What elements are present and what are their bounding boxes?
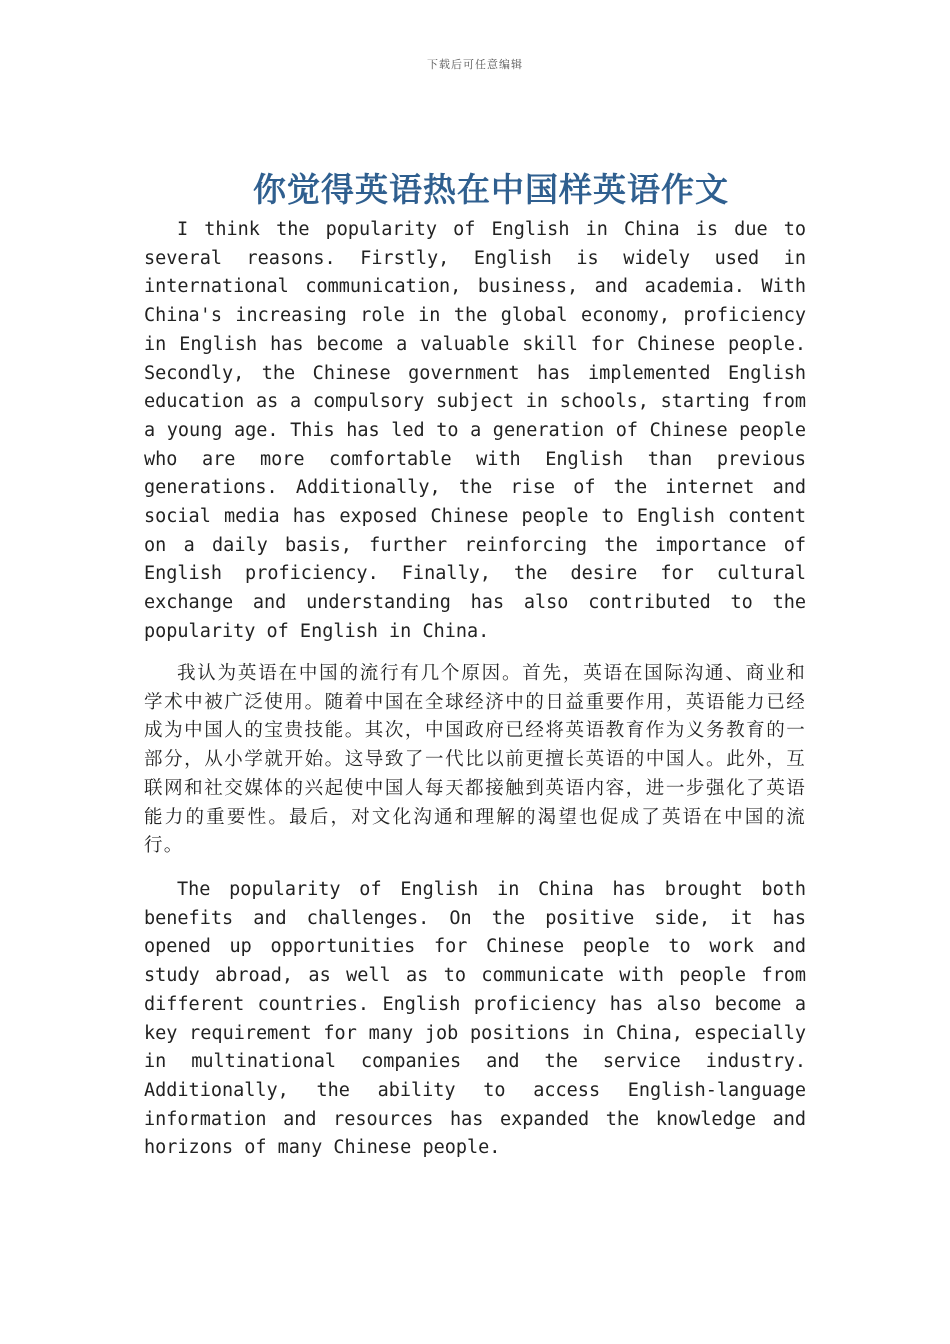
document-title: 你觉得英语热在中国样英语作文: [253, 170, 729, 209]
header-note: 下载后可任意编辑: [427, 58, 523, 71]
paragraph-english-2: The popularity of English in China has brought both benefits and challenges. On the positive side, it has opened up opportunities for Chinese people to work and study abroad, as well as to communicate with people from different countries. English proficiency has also become a key requirement for many job positions in China, especially in multinational companies and the service industry. Additionally, the ability to access English-language information and resources has expanded the knowledge and horizons of many Chinese people.: [144, 879, 806, 1159]
paragraph-chinese: 我认为英语在中国的流行有几个原因。首先，英语在国际沟通、商业和学术中被广泛使用。随着中国在全球经济中的日益重要作用，英语能力已经成为中国人的宝贵技能。其次，中国政府已经将英语教育作为义务教育的一部分，从小学就开始。这导致了一代比以前更擅长英语的中国人。此外，互联网和社交媒体的兴起使中国人每天都接触到英语内容，进一步强化了英语能力的重要性。最后，对文化沟通和理解的渴望也促成了英语在中国的流行。: [144, 663, 806, 857]
paragraph-english-1: I think the popularity of English in China is due to several reasons. Firstly, English is widely used in international communication, business, and academia. With China's increasing role in the global economy, proficiency in English has become a valuable skill for Chinese people. Secondly, the Chinese government has implemented English education as a compulsory subject in schools, starting from a young age. This has led to a generation of Chinese people who are more comfortable with English than previous generations. Additionally, the rise of the internet and social media has exposed Chinese people to English content on a daily basis, further reinforcing the importance of English proficiency. Finally, the desire for cultural exchange and understanding has also contributed to the popularity of English in China.: [144, 219, 806, 642]
